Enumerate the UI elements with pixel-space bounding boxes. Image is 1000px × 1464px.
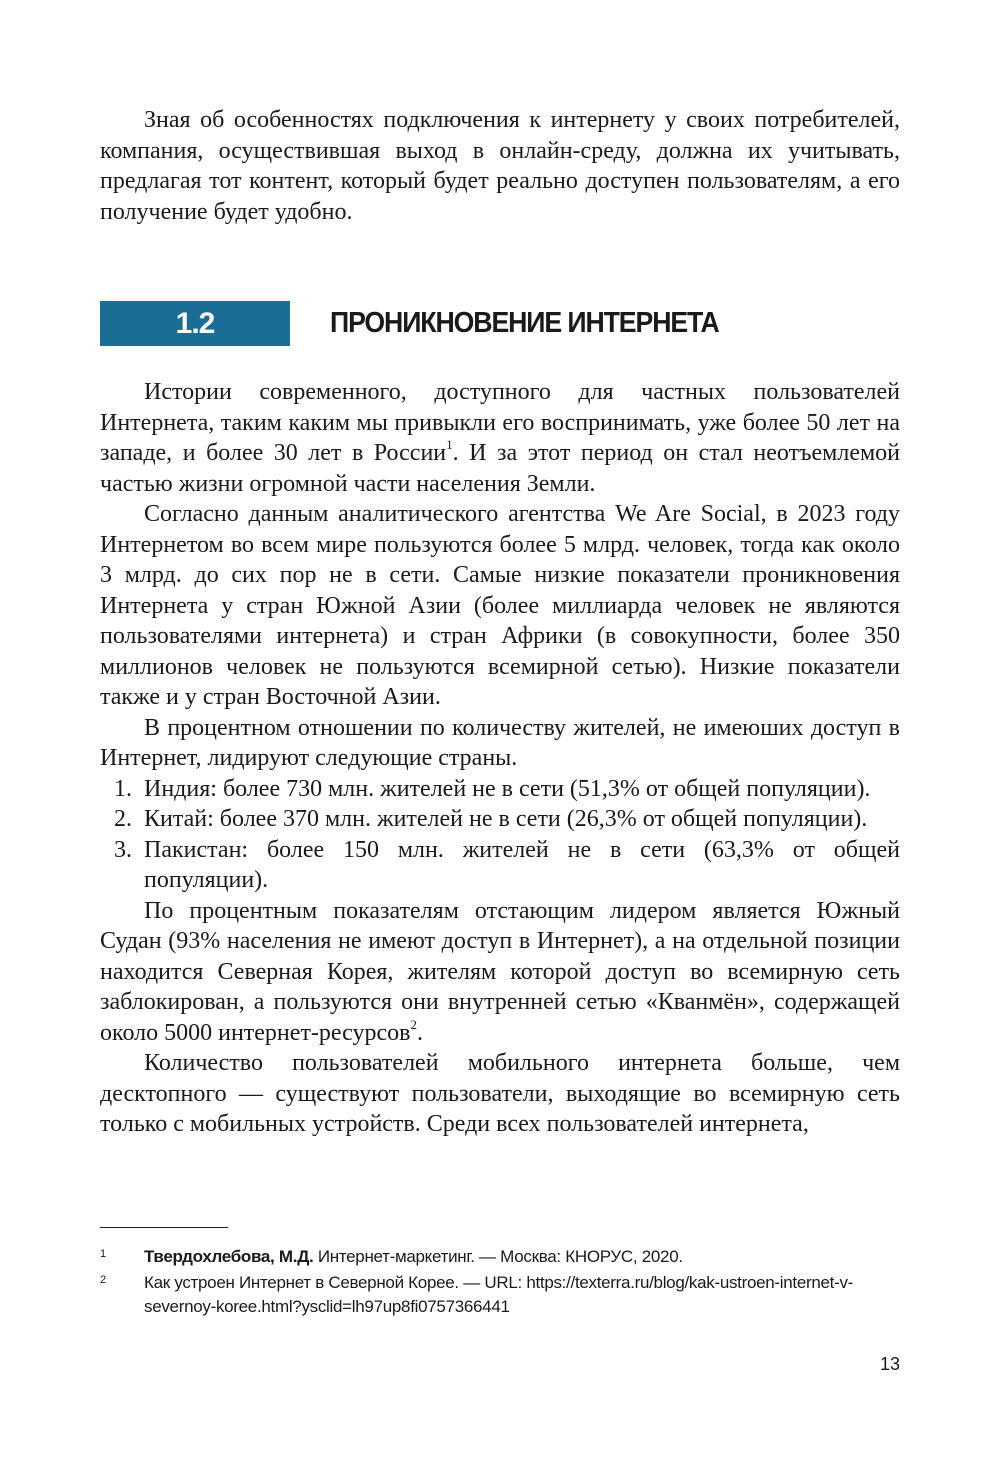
footnote-ref-2[interactable]: 2 [410, 1016, 417, 1032]
footnote-mark: 2 [100, 1274, 106, 1286]
section-title: ПРОНИКНОВЕНИЕ ИНТЕРНЕТА [330, 307, 719, 339]
paragraph-countries-intro: В процентном отношении по количеству жителей, не имеюших доступ в Интернет, лидируют следующие страны. [100, 714, 900, 771]
list-item [100, 804, 900, 835]
paragraph-history [100, 377, 900, 499]
list-item-text: Пакистан: более 150 млн. жителей не в сети (63,3% от общей популяции). [144, 836, 900, 893]
footnote-text: Интернет-маркетинг. — Москва: КНОРУС, 2020. [313, 1247, 683, 1266]
paragraph-history-text: Истории современного, доступного для частных пользователей Интернета, таким каким мы привыкли его воспринимать, уже более 50 лет на западе, и более 30 лет в России [100, 379, 900, 466]
footnote-author: Твердохлебова, М.Д. [144, 1247, 314, 1266]
paragraph-statistics: Согласно данным аналитического агентства We Are Social, в 2023 году Интернетом во всем мире пользуются более 5 млрд. человек, тогда как около 3 млрд. до сих пор не в сети. Самые низкие показатели проникновения Интернета у стран Южной Азии (более миллиарда человек не являются пользователями интернета) и стран Африки (в совокупности, более 350 миллионов человек не пользуются всемирной сетью). Низкие показатели также и у стран Восточной Азии. [100, 501, 900, 710]
footnote-ref-1[interactable]: 1 [446, 437, 453, 452]
section-heading [100, 301, 900, 346]
paragraph-south-sudan [100, 896, 900, 1049]
list-item-number: 3. [114, 836, 132, 863]
list-item [100, 835, 900, 896]
countries-list [100, 774, 900, 896]
list-item-number: 1. [114, 775, 132, 802]
section-number-badge: 1.2 [100, 301, 290, 346]
intro-paragraph: Зная об особенностях подключения к интернету у своих потребителей, компания, осуществившая выход в онлайн-среду, должна их учитывать, предлагая тот контент, который будет реально доступен пользователям, а его получение будет удобно. [100, 107, 900, 225]
paragraph-history-end: . И за этот период он стал неотъемлемой частью жизни огромной части населения Земли. [100, 440, 901, 497]
page-number: 13 [879, 1354, 900, 1374]
document-page [100, 0, 900, 1464]
list-item-text: Индия: более 730 млн. жителей не в сети (51,3% от общей популяции). [144, 775, 871, 802]
footnote-2 [100, 1271, 900, 1319]
footnote-divider [100, 1227, 228, 1228]
footnotes [100, 1245, 900, 1321]
paragraph-south-sudan-text: По процентным показателям отстающим лидером является Южный Судан (93% населения не имеют доступ в Интернет), а на отдельной позиции находится Северная Корея, жителям которой доступ во всемирную сеть заблокирован, а пользуются они внутренней сетью «Кванмён», содержащей около 5000 интернет-ресурсов [100, 897, 900, 1046]
list-item-text: Китай: более 370 млн. жителей не в сети (26,3% от общей популяции). [144, 806, 868, 832]
paragraph-mobile: Количество пользователей мобильного интернета больше, чем десктопного — существуют пользователи, выходящие во всемирную сеть только с мобильных устройств. Среди всех пользователей интернета, [100, 1050, 900, 1137]
intro-section [100, 105, 900, 227]
list-item-number: 2. [114, 806, 132, 832]
footnote-1 [100, 1245, 900, 1269]
footnote-text[interactable]: Как устроен Интернет в Северной Корее. — URL: https://texterra.ru/blog/kak-ustroen-internet-v-severnoy-koree.html?ysclid=lh97up8fi0757366441 [144, 1273, 854, 1316]
footnote-mark: 1 [100, 1248, 106, 1260]
list-item [100, 774, 900, 805]
paragraph-south-sudan-end: . [416, 1019, 423, 1046]
section-body [100, 377, 900, 1140]
